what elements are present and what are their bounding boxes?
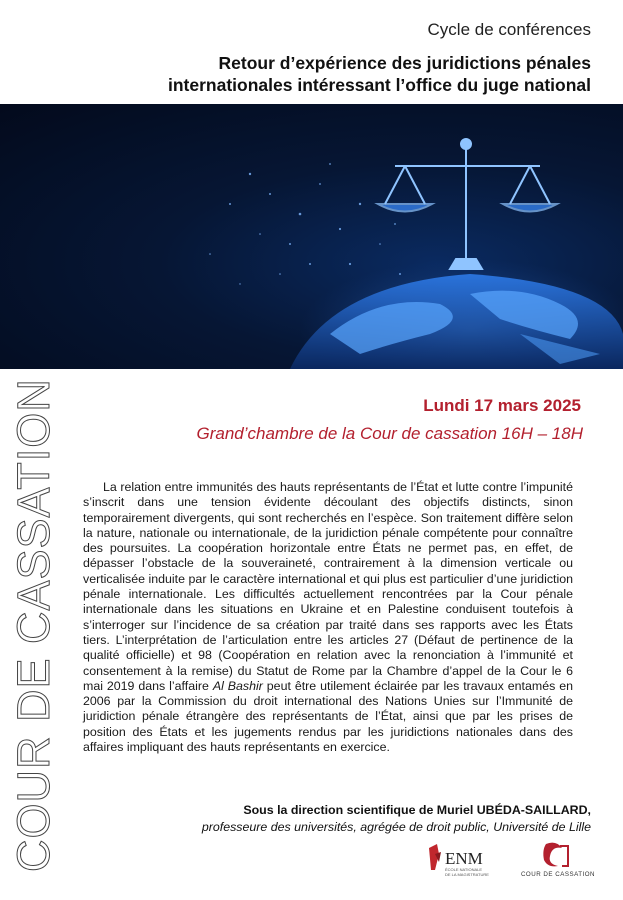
enm-logo-sub2: DE LA MAGISTRATURE — [445, 872, 489, 877]
enm-logo — [425, 840, 505, 880]
title-line-1: Retour d’expérience des juridictions pénales — [218, 53, 591, 73]
cour-de-cassation-logo — [512, 838, 604, 880]
cc-logo-text: COUR DE CASSATION — [520, 871, 596, 878]
page-title — [31, 52, 591, 96]
event-venue: Grand’chambre de la Cour de cassation 16H – 18H — [196, 424, 583, 443]
star-field — [209, 163, 401, 285]
scientific-direction: Sous la direction scientifique de Muriel UBÉDA-SAILLARD, — [243, 803, 591, 817]
header — [0, 0, 623, 104]
vertical-brand-text: COUR DE CASSATION — [8, 378, 59, 872]
body-paragraph — [83, 480, 573, 755]
scales-globe-illustration — [0, 104, 623, 369]
banner-image — [0, 104, 623, 369]
body-part-1: La relation entre immunités des hauts représentants de l’État et lutte contre l’impunité s’inscrit dans une tension évidente découlant des objectifs distincts, sinon temporairement divergents, qui sont recherchés en l’espèce. Son traitement diffère selon la nature, nationale ou internationale, de la juridiction pénale compétente pour connaître des poursuites. La coopération horizontale entre États ne permet pas, en effet, de dépasser l’obstacle de la souveraineté, contrairement à la dimension verticale ou verticalisée induite par le caractère international et qui plus est particulier d’une juridiction pénale internationale. Les difficultés actuellement rencontrées par la Cour pénale internationale dans les situations en Ukraine et en Palestine conduisent toutefois à s’interroger sur l’incidence de sa création par traité dans ses rapports avec les États tiers. L’interprétation de l’articulation entre les articles 27 (Défaut de pertinence de la qualité officielle) et 98 (Coopération en relation avec la renonciation à l’immunité et consentement à la remise) du Statut de Rome par la Chambre d’appel de la Cour le 6 mai 2019 dans l’affaire — [83, 480, 573, 693]
scales-of-justice-icon — [378, 139, 557, 269]
event-date: Lundi 17 mars 2025 — [423, 396, 581, 415]
case-name: Al Bashir — [212, 678, 263, 693]
director-affiliation: professeure des universités, agrégée de droit public, Université de Lille — [201, 820, 591, 834]
title-line-2: internationales intéressant l’office du juge national — [168, 75, 591, 95]
series-label: Cycle de conférences — [427, 20, 591, 39]
enm-logo-sub1: ÉCOLE NATIONALE — [445, 867, 483, 872]
body-part-2: peut être utilement éclairée par les travaux entamés en 2006 par la Commission du droit international des Nations Unies sur l’Immunité de juridiction pénale étrangère des représentants de l’État, ainsi que par les prises de position des États et les jugements rendus par les juridictions nationales dans des affaires impliquant des hauts représentants en exercice. — [83, 678, 573, 755]
enm-logo-text: ENM — [445, 849, 483, 868]
